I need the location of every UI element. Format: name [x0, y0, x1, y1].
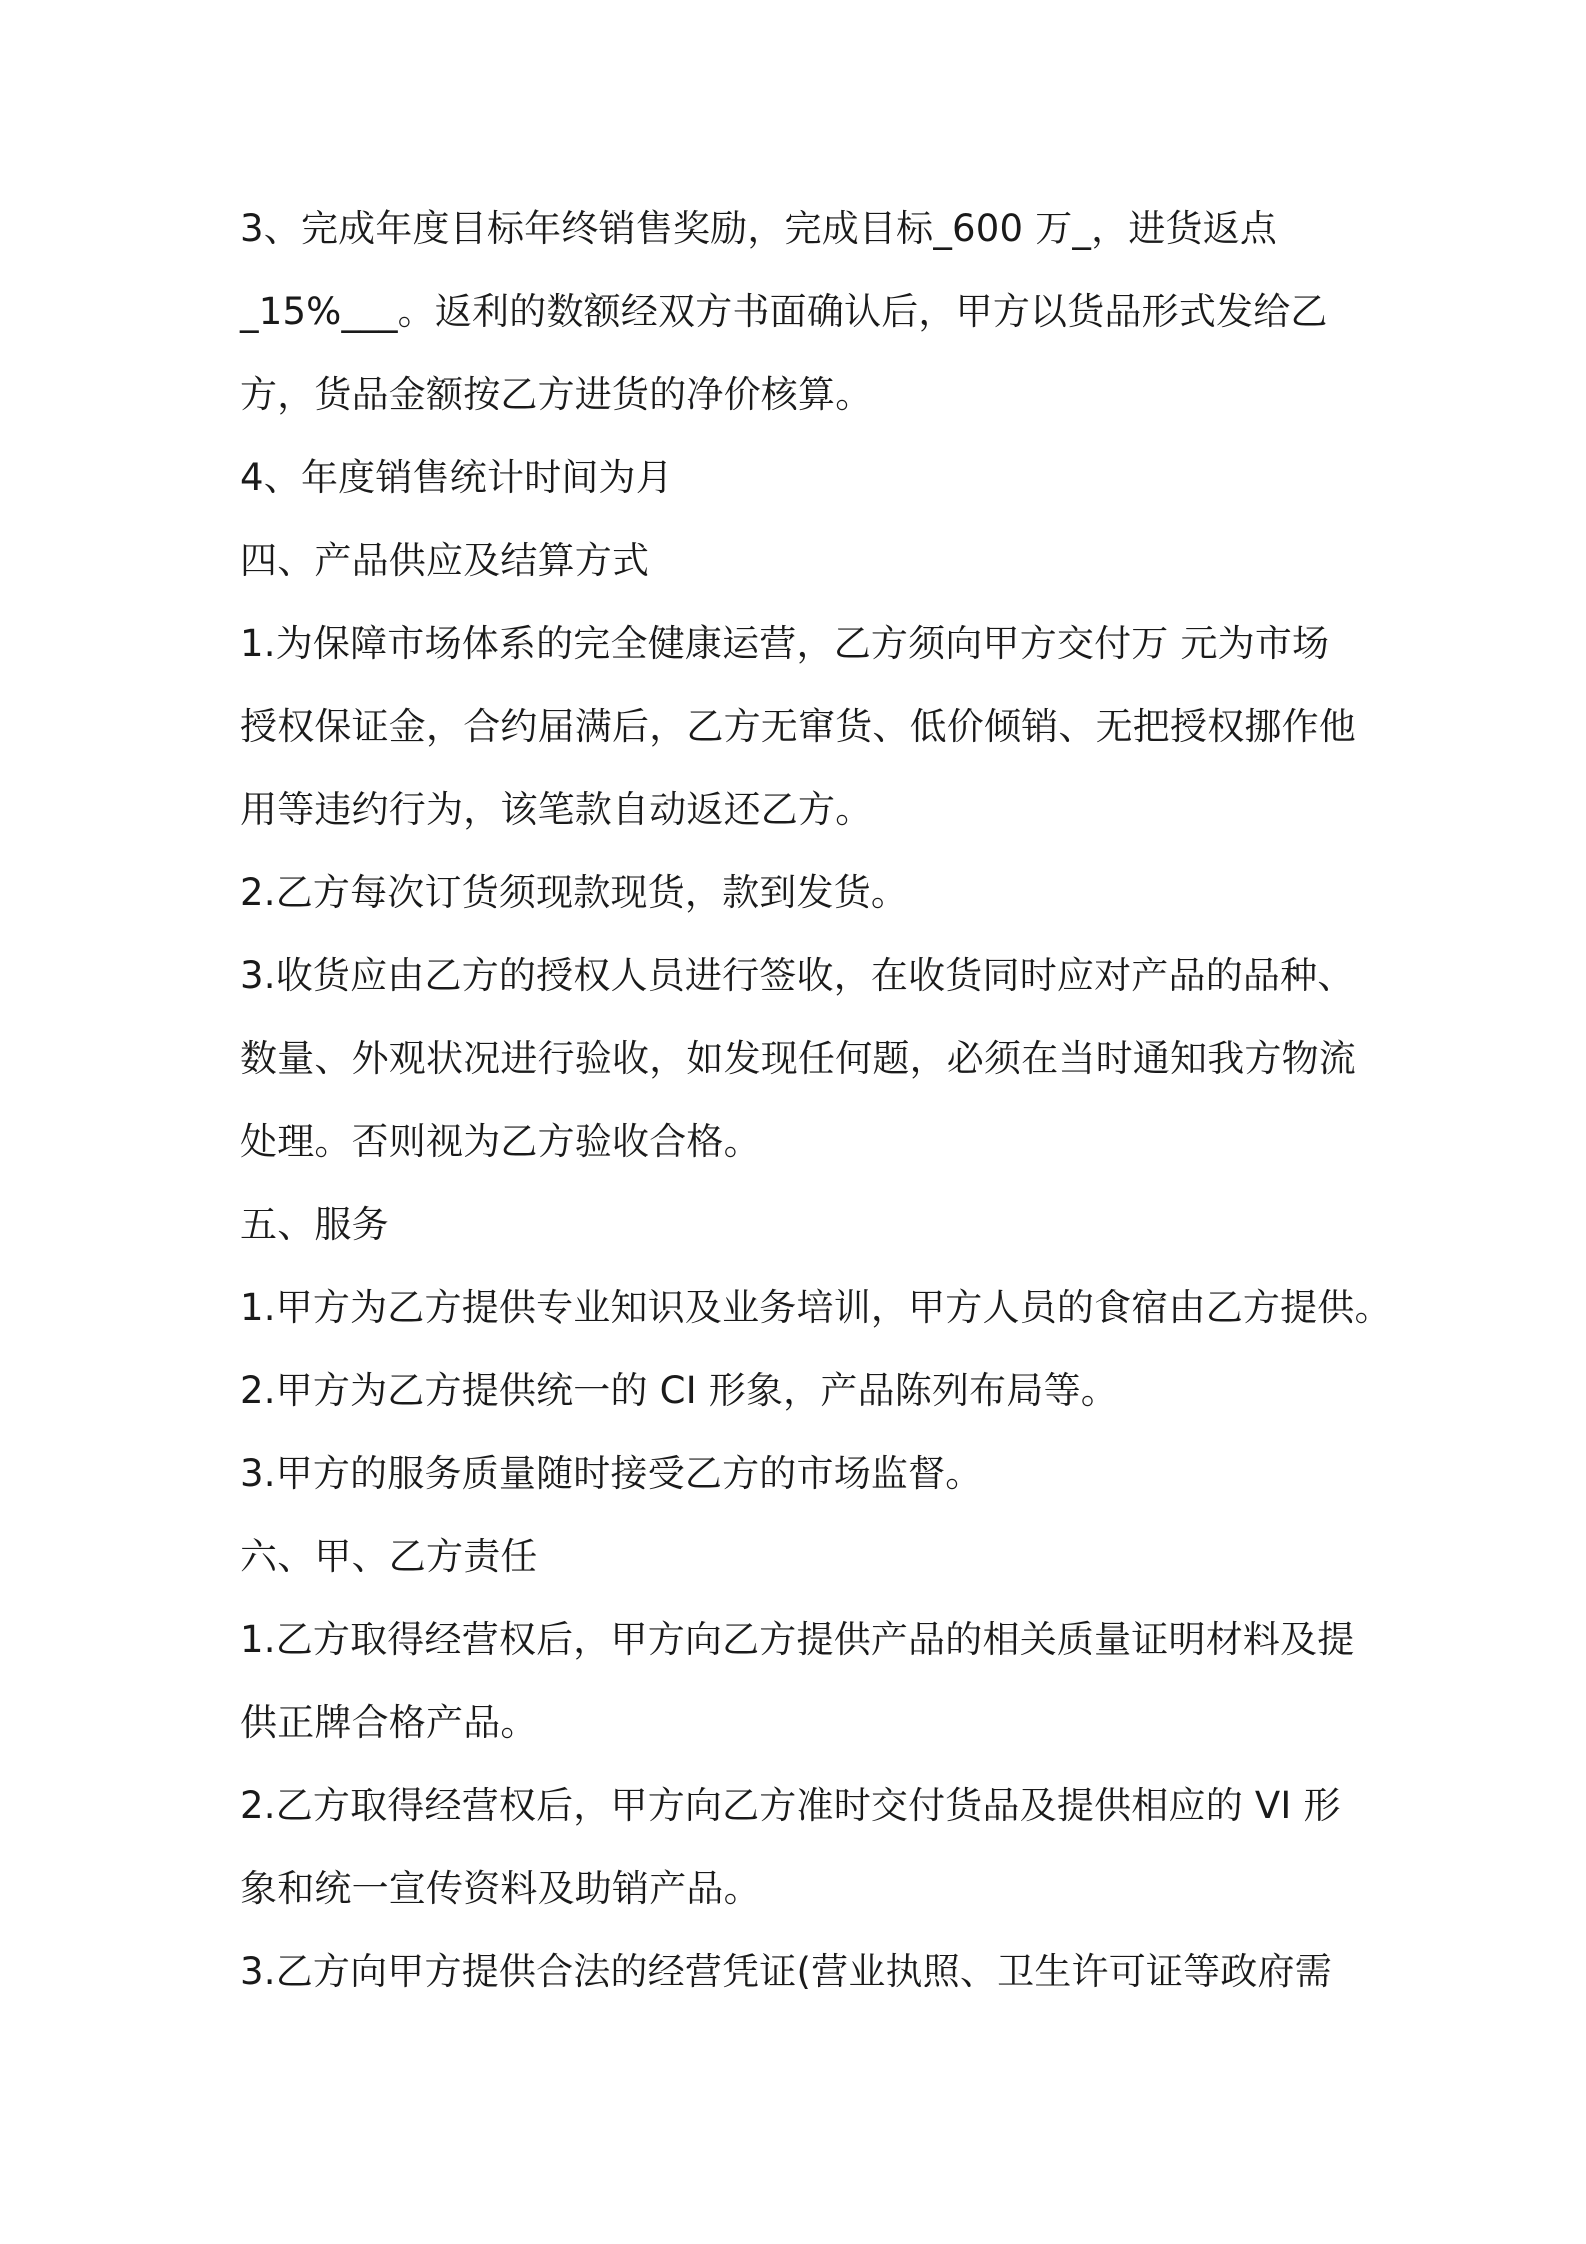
text-line-22: 3.乙方向甲方提供合法的经营凭证(营业执照、卫生许可证等政府需	[240, 1950, 1332, 1993]
section-heading-5: 五、服务	[240, 1203, 389, 1246]
text-line-3: 方，货品金额按乙方进货的净价核算。	[240, 373, 873, 416]
text-line-4: 4、年度销售统计时间为月	[240, 456, 673, 499]
text-line-7: 授权保证金，合约届满后，乙方无窜货、低价倾销、无把授权挪作他	[240, 705, 1356, 748]
section-heading-6: 六、甲、乙方责任	[240, 1535, 538, 1578]
text-line-14: 1.甲方为乙方提供专业知识及业务培训，甲方人员的食宿由乙方提供。	[240, 1286, 1392, 1329]
text-line-2: _15%___。返利的数额经双方书面确认后，甲方以货品形式发给乙	[240, 290, 1328, 333]
text-line-19: 供正牌合格产品。	[240, 1701, 538, 1744]
text-line-16: 3.甲方的服务质量随时接受乙方的市场监督。	[240, 1452, 983, 1495]
text-line-21: 象和统一宣传资料及助销产品。	[240, 1867, 761, 1910]
text-line-12: 处理。否则视为乙方验收合格。	[240, 1120, 761, 1163]
text-line-11: 数量、外观状况进行验收，如发现任何题，必须在当时通知我方物流	[240, 1037, 1356, 1080]
text-line-9: 2.乙方每次订货须现款现货，款到发货。	[240, 871, 909, 914]
text-line-15: 2.甲方为乙方提供统一的 CI 形象，产品陈列布局等。	[240, 1369, 1118, 1412]
text-line-10: 3.收货应由乙方的授权人员进行签收，在收货同时应对产品的品种、	[240, 954, 1355, 997]
text-line-8: 用等违约行为，该笔款自动返还乙方。	[240, 788, 873, 831]
text-line-1: 3、完成年度目标年终销售奖励，完成目标_600 万_，进货返点	[240, 207, 1278, 250]
text-line-6: 1.为保障市场体系的完全健康运营，乙方须向甲方交付万 元为市场	[240, 622, 1330, 665]
text-line-18: 1.乙方取得经营权后，甲方向乙方提供产品的相关质量证明材料及提	[240, 1618, 1355, 1661]
text-line-20: 2.乙方取得经营权后，甲方向乙方准时交付货品及提供相应的 VI 形	[240, 1784, 1341, 1827]
section-heading-4: 四、产品供应及结算方式	[240, 539, 650, 582]
